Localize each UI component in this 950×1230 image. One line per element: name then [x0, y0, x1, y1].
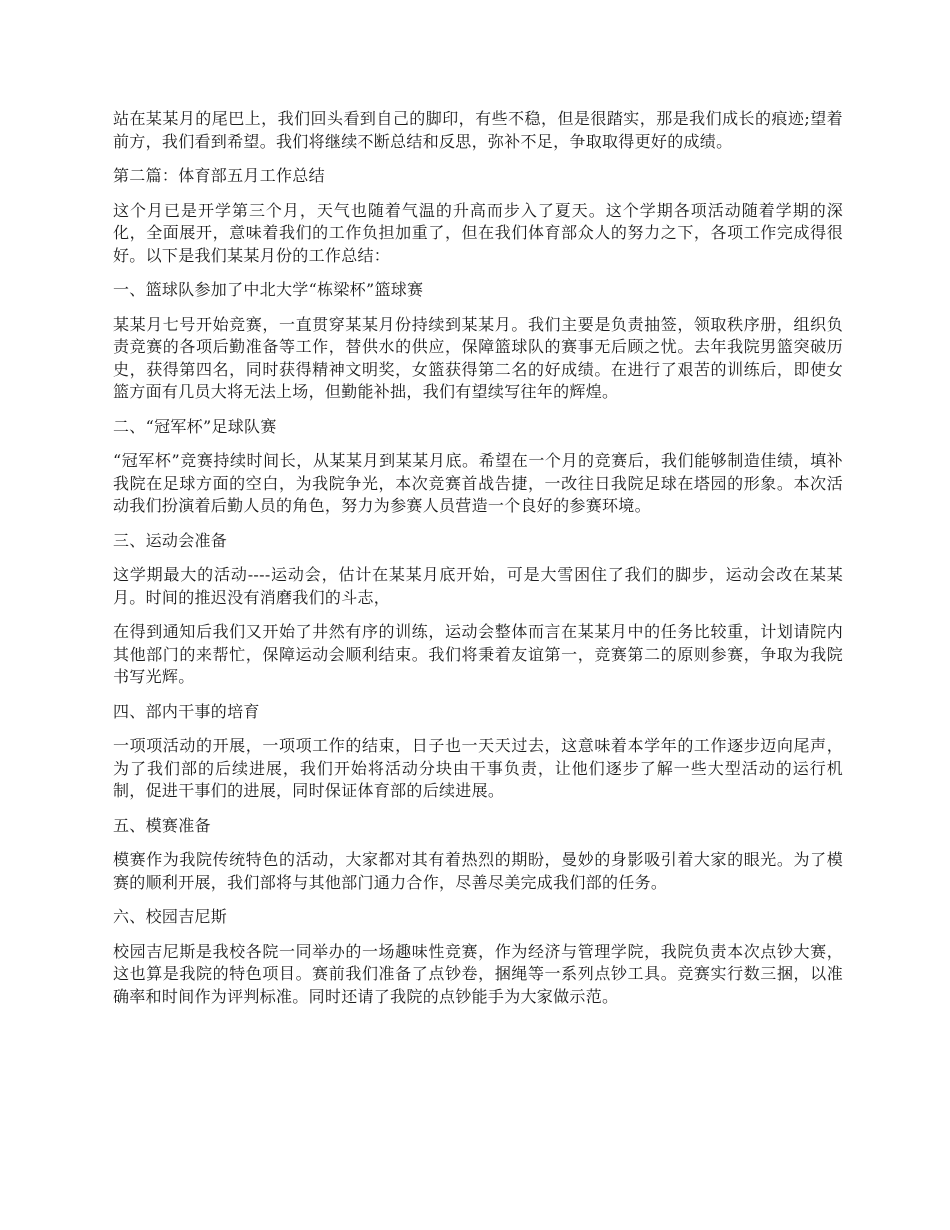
- paragraph-model-contest: 模赛作为我院传统特色的活动，大家都对其有着热烈的期盼，曼妙的身影吸引着大家的眼光。为了模赛的顺利开展，我们部将与其他部门通力合作，尽善尽美完成我们部的任务。: [113, 850, 843, 892]
- paragraph-sports-meet-2: 在得到通知后我们又开始了井然有序的训练，运动会整体而言在某某月中的任务比较重，计划请院内其他部门的来帮忙，保障运动会顺利结束。我们将秉着友谊第一，竞赛第二的原则参赛，争取为我院书写光辉。: [113, 622, 843, 686]
- section-heading-football: 二、“冠军杯”足球队赛: [113, 416, 277, 436]
- paragraph-basketball: 某某月七号开始竞赛，一直贯穿某某月份持续到某某月。我们主要是负责抽签，领取秩序册，组织负责竞赛的各项后勤准备等工作，替供水的供应，保障篮球队的赛事无后顾之忧。去年我院男篮突破历史，获得第四名，同时获得精神文明奖，女篮获得第二名的好成绩。在进行了艰苦的训练后，即使女篮方面有几员大将无法上场，但勤能补拙，我们有望续写往年的辉煌。: [113, 314, 843, 401]
- section-heading-model-contest: 五、模赛准备: [113, 815, 211, 835]
- section-heading-basketball: 一、篮球队参加了中北大学“栋梁杯”篮球赛: [113, 280, 424, 299]
- paragraph-campus-guinness: 校园吉尼斯是我校各院一同举办的一场趣味性竞赛，作为经济与管理学院，我院负责本次点钞大赛，这也算是我院的特色项目。赛前我们准备了点钞卷，捆绳等一系列点钞工具。竞赛实行数三捆，以准确率和时间作为评判标准。同时还请了我院的点钞能手为大家做示范。: [113, 941, 843, 1006]
- section-heading-sports-meet: 三、运动会准备: [113, 530, 228, 550]
- document-page: [113, 108, 843, 1020]
- paragraph-football: “冠军杯”竞赛持续时间长，从某某月到某某月底。希望在一个月的竞赛后，我们能够制造佳绩，填补我院在足球方面的空白，为我院争光，本次竞赛首战告捷，一改往日我院足球在塔园的形象。本次活动我们扮演着后勤人员的角色，努力为参赛人员营造一个良好的参赛环境。: [113, 451, 843, 515]
- paragraph-intro: 这个月已是开学第三个月，天气也随着气温的升高而步入了夏天。这个学期各项活动随着学期的深化，全面展开，意味着我们的工作负担加重了，但在我们体育部众人的努力之下，各项工作完成得很好。以下是我们某某月份的工作总结：: [113, 200, 843, 265]
- section-heading-campus-guinness: 六、校园吉尼斯: [113, 907, 228, 926]
- paragraph-sports-meet-1: 这学期最大的活动----运动会，估计在某某月底开始，可是大雪困住了我们的脚步，运动会改在某某月。时间的推迟没有消磨我们的斗志，: [113, 565, 843, 607]
- article-title: 第二篇：体育部五月工作总结: [113, 166, 325, 185]
- section-heading-staff-training: 四、部内干事的培育: [113, 701, 260, 721]
- paragraph-closing: 站在某某月的尾巴上，我们回头看到自己的脚印，有些不稳，但是很踏实，那是我们成长的痕迹;望着前方，我们看到希望。我们将继续不断总结和反思，弥补不足，争取取得更好的成绩。: [113, 109, 843, 151]
- paragraph-staff-training: 一项项活动的开展，一项项工作的结束，日子也一天天过去，这意味着本学年的工作逐步迈向尾声，为了我们部的后续进展，我们开始将活动分块由干事负责，让他们逐步了解一些大型活动的运行机制，促进干事们的进展，同时保证体育部的后续进展。: [113, 736, 843, 800]
